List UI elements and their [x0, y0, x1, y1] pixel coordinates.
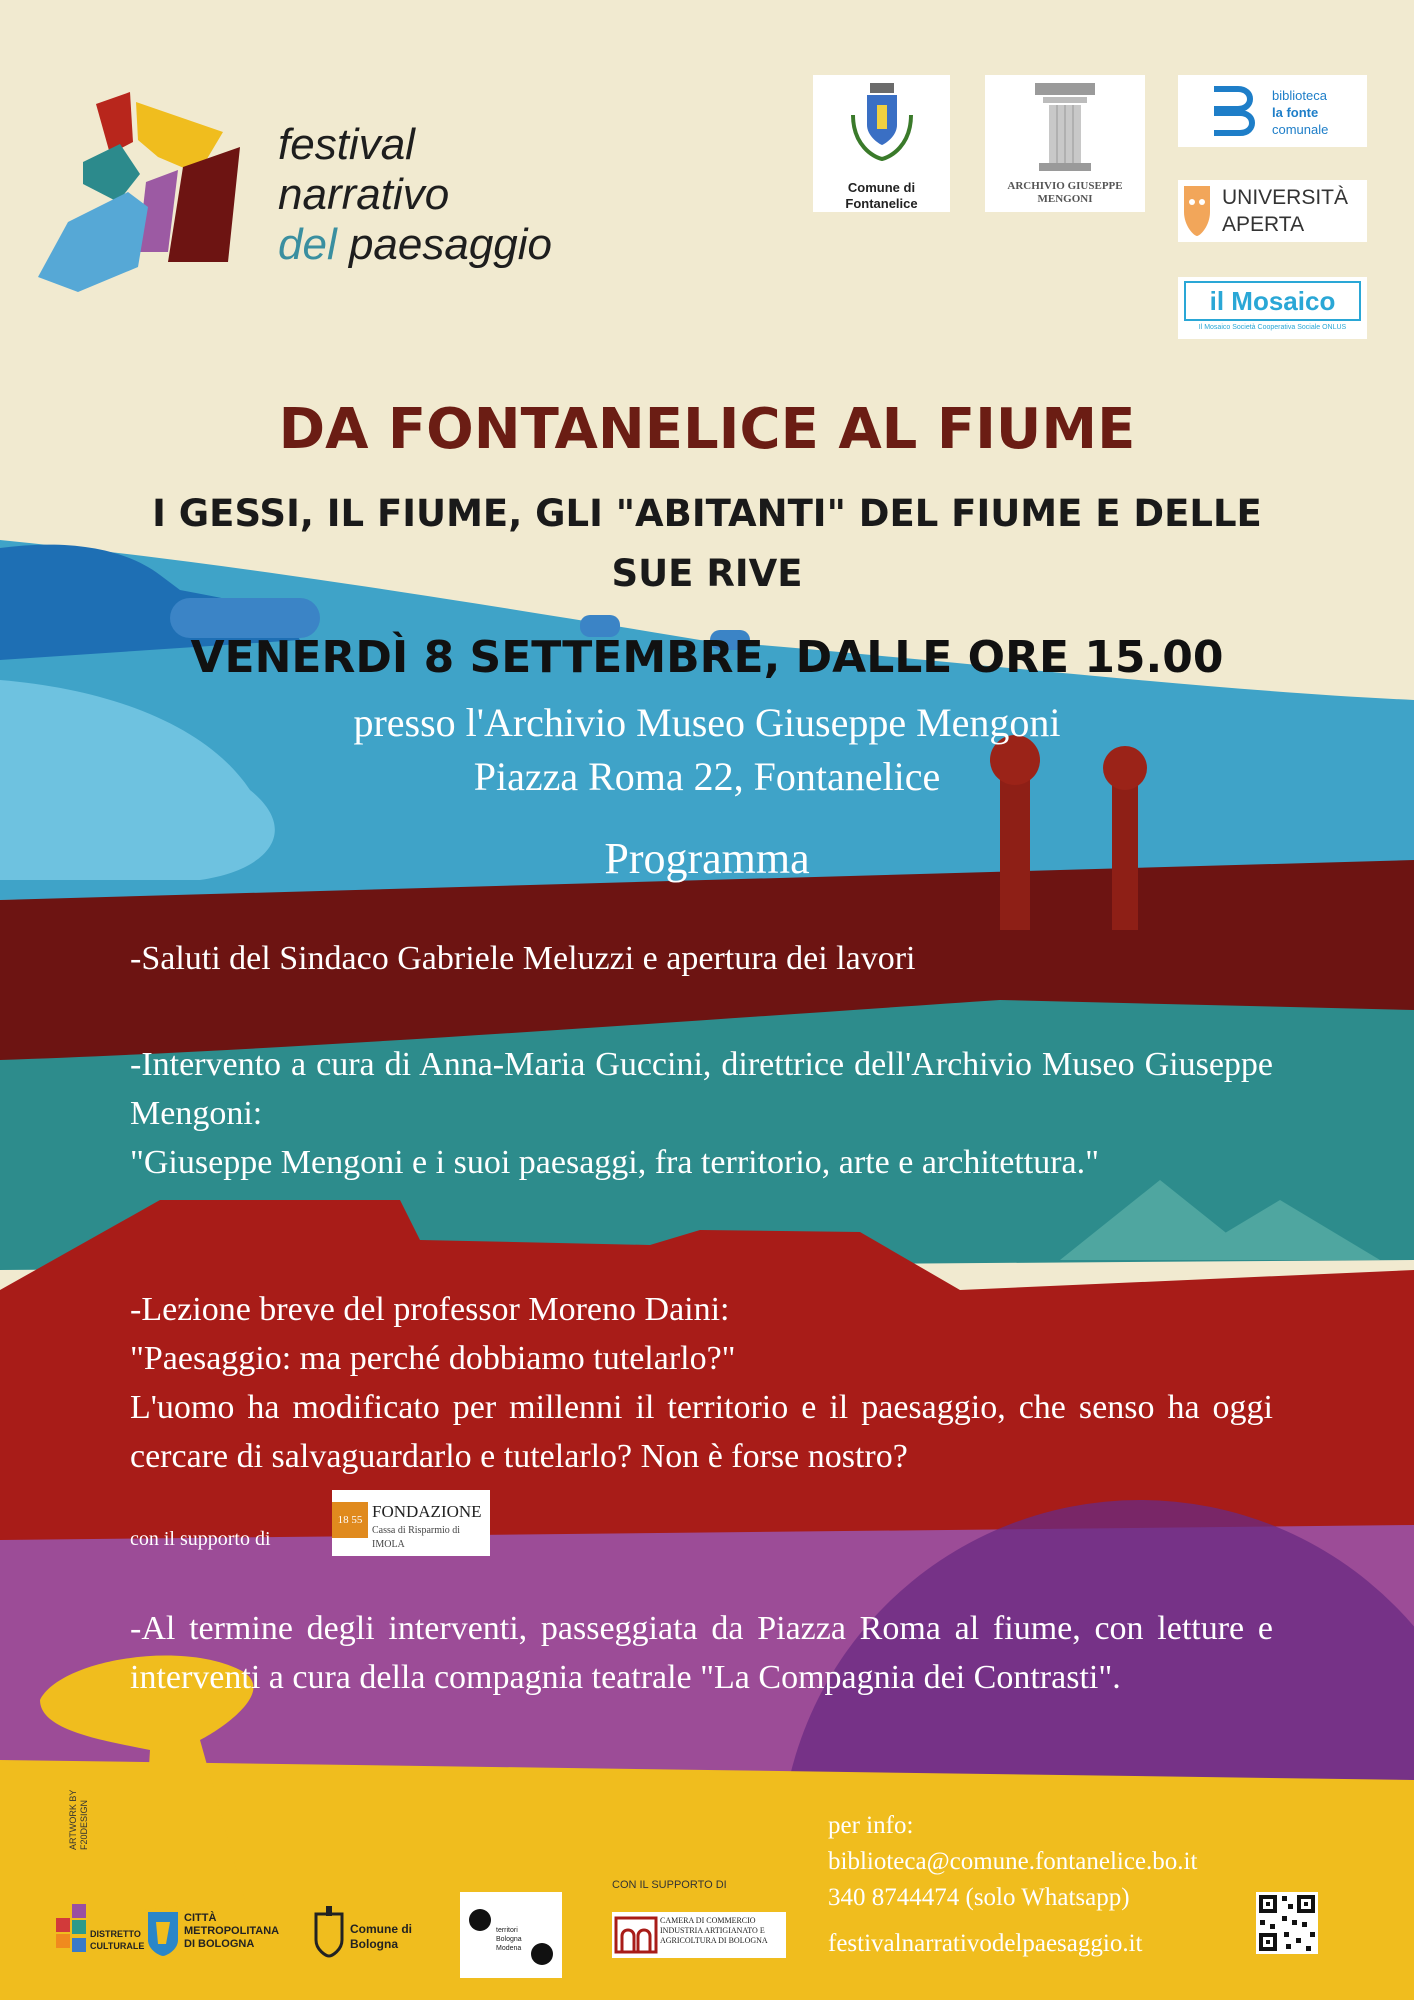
logo-paesaggio: paesaggio [348, 220, 553, 269]
mosaico-tagline: Il Mosaico Società Cooperativa Sociale ONLUS [1198, 324, 1347, 331]
distretto-culturale-logo [56, 1904, 146, 1958]
venue-line2: Piazza Roma 22, Fontanelice [473, 754, 941, 799]
il-mosaico-logo [1178, 277, 1367, 339]
program-item-saluti: -Saluti del Sindaco Gabriele Meluzzi e apertura dei lavori [130, 940, 916, 977]
mask-icon [1180, 182, 1214, 240]
bologna-crest-icon [312, 1904, 346, 1958]
archivio-mengoni-text: ARCHIVIO GIUSEPPE MENGONI [1007, 180, 1123, 205]
universita-line2: APERTA [1222, 213, 1305, 236]
info-phone: 340 8744474 (solo Whatsapp) [828, 1884, 1130, 1911]
coat-of-arms-icon [813, 75, 950, 175]
column-icon [985, 75, 1145, 175]
mosaico-name: il Mosaico [1184, 281, 1361, 321]
qr-code-icon [1256, 1892, 1318, 1954]
fondazione-sub: Cassa di Risparmio di IMOLA [372, 1525, 461, 1550]
intervento-intro: -Intervento a cura di Anna-Maria Guccini, direttrice dell'Archivio Museo Giuseppe Mengoni: [130, 1046, 1273, 1132]
info-website[interactable]: festivalnarrativodelpaesaggio.it [828, 1930, 1143, 1957]
info-block [828, 1808, 1197, 1962]
program-item-intervento [130, 1040, 1273, 1187]
biblioteca-line3: comunale [1272, 122, 1329, 137]
citta-metro-text: CITTÀ METROPOLITANA DI BOLOGNA [184, 1912, 279, 1950]
event-date: VENERDÌ 8 SETTEMBRE, DALLE ORE 15.00 [190, 632, 1224, 683]
archivio-mengoni-logo [985, 75, 1145, 212]
territori-bologna-modena-logo [460, 1892, 562, 1978]
info-email[interactable]: biblioteca@comune.fontanelice.bo.it [828, 1848, 1198, 1875]
fondazione-name: FONDAZIONE [372, 1502, 482, 1521]
lezione-text: L'uomo ha modificato per millenni il territorio e il paesaggio, che senso ha oggi cercare di salvaguardarlo e tutelarlo? Non è forse nostro? [130, 1389, 1273, 1475]
universita-aperta-logo [1178, 180, 1367, 242]
artwork-credit: ARTWORK BY F20DESIGN [68, 1789, 89, 1850]
lezione-intro: -Lezione breve del professor Moreno Daini: [130, 1291, 730, 1328]
camera-text: CAMERA DI COMMERCIO INDUSTRIA ARTIGIANATO E AGRICOLTURA DI BOLOGNA [660, 1916, 768, 1945]
logo-line-festival: festival [278, 120, 415, 169]
universita-text [1222, 184, 1348, 238]
logo-line-paesaggio [278, 220, 552, 270]
subtitle-line2: SUE RIVE [611, 552, 803, 595]
logo-del: del [278, 220, 337, 269]
programma-heading: Programma [604, 834, 810, 883]
biblioteca-line2: la fonte [1272, 105, 1319, 120]
con-supporto-label: CON IL SUPPORTO DI [612, 1879, 727, 1891]
comune-fontanelice-logo [813, 75, 950, 212]
festival-logo-icon [38, 92, 248, 297]
lion-shield-icon [146, 1904, 180, 1958]
biblioteca-la-fonte-logo [1178, 75, 1367, 147]
universita-line1: UNIVERSITÀ [1222, 186, 1349, 209]
biblioteca-text [1272, 87, 1328, 138]
biblioteca-line1: biblioteca [1272, 88, 1327, 103]
biblioteca-b-icon [1210, 85, 1258, 137]
comune-bologna-logo [312, 1904, 424, 1958]
lezione-title: "Paesaggio: ma perché dobbiamo tutelarlo?" [130, 1340, 736, 1377]
citta-metropolitana-logo [146, 1904, 279, 1958]
event-subtitle [0, 484, 1414, 604]
festival-logo-text [278, 120, 552, 270]
intervento-title: "Giuseppe Mengoni e i suoi paesaggi, fra territorio, arte e architettura." [130, 1144, 1100, 1181]
fondazione-year: 18 55 [332, 1502, 368, 1538]
camera-commercio-logo [612, 1912, 786, 1958]
comune-bologna-text: Comune di Bologna [350, 1922, 412, 1951]
support-label: con il supporto di [130, 1528, 271, 1550]
distretto-squares-icon [56, 1904, 90, 1958]
fondazione-imola-logo [332, 1490, 490, 1556]
arches-icon [614, 1916, 658, 1954]
info-label: per info: [828, 1812, 914, 1839]
event-title: DA FONTANELICE AL FIUME [278, 397, 1136, 462]
event-venue [0, 696, 1414, 804]
territori-text: territori Bologna Modena [496, 1927, 522, 1952]
program-item-passeggiata: -Al termine degli interventi, passeggiata da Piazza Roma al fiume, con letture e interventi a cura della compagnia teatrale "La Compagnia dei Contrasti". [130, 1610, 1273, 1696]
venue-line1: presso l'Archivio Museo Giuseppe Mengoni [353, 700, 1061, 745]
comune-fontanelice-text: Comune di Fontanelice [845, 180, 918, 211]
distretto-text: DISTRETTO CULTURALE [90, 1929, 145, 1951]
logo-line-narrativo: narrativo [278, 170, 450, 219]
program-item-lezione [130, 1285, 1273, 1481]
subtitle-line1: I GESSI, IL FIUME, GLI "ABITANTI" DEL FIUME E DELLE [152, 492, 1262, 535]
